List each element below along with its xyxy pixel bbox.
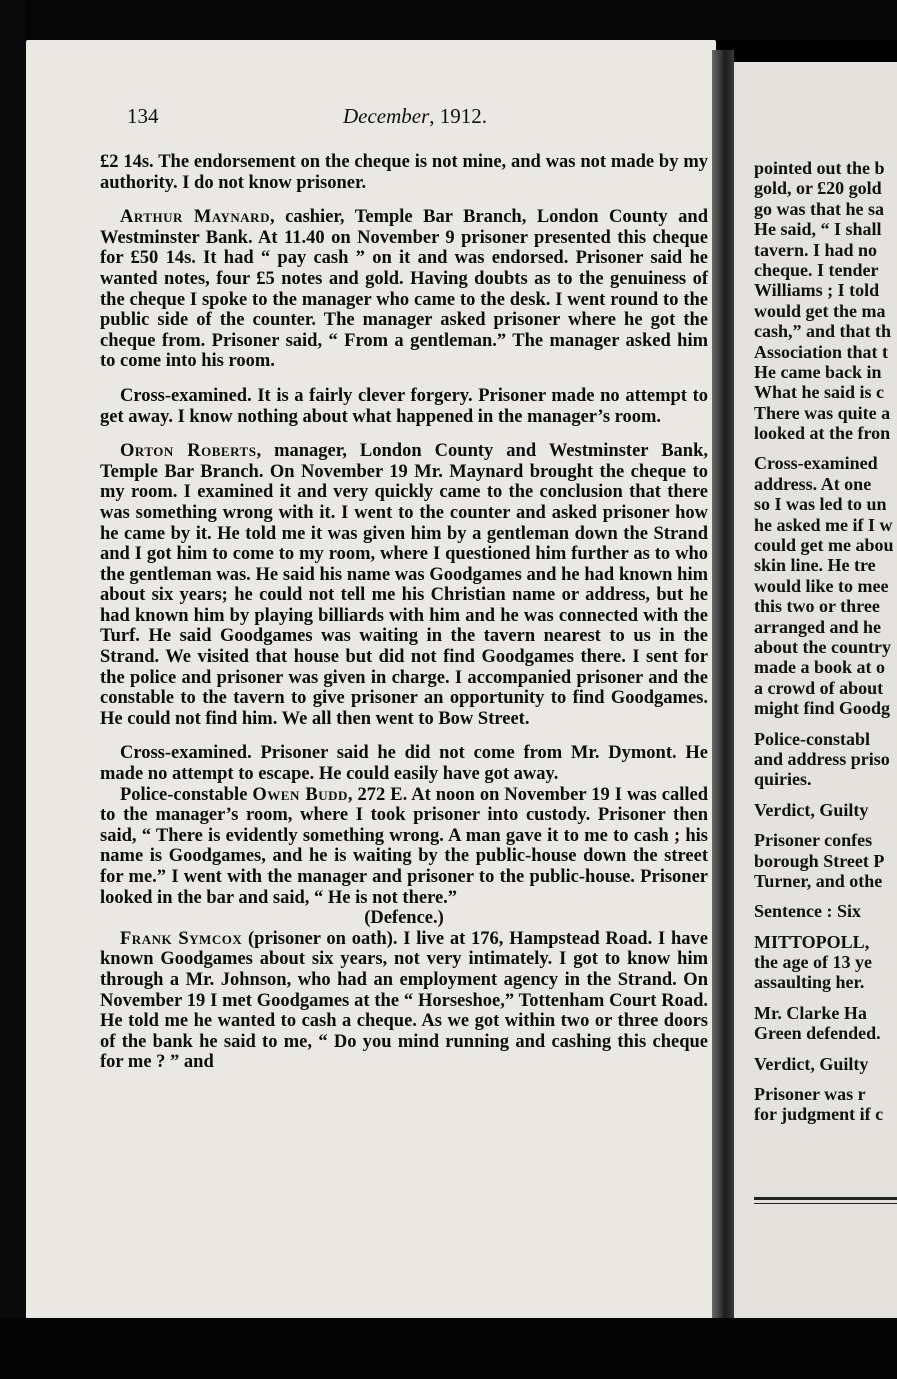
- right-page-line: go was that he sa: [754, 198, 885, 219]
- right-page-line: Association that t: [754, 341, 888, 362]
- right-page-line: quiries.: [754, 769, 812, 790]
- witness-name-symcox: Frank Symcox: [120, 928, 243, 949]
- main-text-column: [100, 152, 708, 1073]
- scan-border-top: [0, 0, 897, 40]
- right-page-line: he asked me if I w: [754, 514, 893, 535]
- right-page-line: He said, “ I shall: [754, 219, 882, 240]
- paragraph-roberts: [100, 441, 708, 729]
- right-page-line: cash,” and that th: [754, 321, 892, 342]
- paragraph-maynard: [100, 207, 708, 372]
- right-page-line: cheque. I tender: [754, 259, 879, 280]
- witness-name-budd: Owen Budd: [252, 784, 348, 805]
- right-page-line: There was quite a: [754, 402, 891, 423]
- right-page-line: could get me abou: [754, 535, 894, 556]
- right-page-line: would get the ma: [754, 300, 886, 321]
- scan-border-bottom: [0, 1318, 897, 1379]
- paragraph-symcox: [100, 929, 708, 1073]
- paragraph-budd-text: , 272 E. At noon on November 19 I was called to the manager’s room, where I took prisoner into custody. Prisoner then said, “ There is evidently something wrong. A man gave it to me to cash ; his name is Goodgames, and he is waiting by the public-house down the street for me.” I went with the manager and prisoner to the public-house. Prisoner looked in the bar and said, “ He is not there.”: [100, 784, 708, 908]
- right-page-line: made a book at o: [754, 657, 886, 678]
- right-page-line: MITTOPOLL,: [754, 931, 870, 952]
- page-number: 134: [127, 104, 159, 128]
- right-page-line: would like to mee: [754, 575, 889, 596]
- right-page-line: looked at the fron: [754, 423, 891, 444]
- book-gutter: [712, 50, 734, 1320]
- right-page-line: for judgment if c: [754, 1104, 884, 1125]
- right-page-rule: [754, 1197, 897, 1200]
- right-page-line: Mr. Clarke Ha: [754, 1002, 867, 1023]
- right-page-line: Cross-examined: [754, 453, 878, 474]
- paragraph-budd-pre: Police-constable: [120, 784, 253, 805]
- right-page-line: Verdict, Guilty: [754, 1053, 869, 1074]
- running-title-year: , 1912.: [429, 104, 488, 128]
- paragraph-budd: [100, 785, 708, 909]
- right-page-line: Sentence : Six: [754, 901, 861, 922]
- running-title-month: December: [343, 104, 430, 128]
- right-page-line: pointed out the b: [754, 158, 885, 178]
- right-page-line: about the country: [754, 636, 892, 657]
- right-page-line: He came back in: [754, 361, 882, 382]
- witness-name-roberts: Orton Roberts: [120, 441, 257, 462]
- right-page-line: tavern. I had no: [754, 239, 878, 260]
- right-page-line: skin line. He tre: [754, 555, 876, 576]
- paragraph-roberts-text: , manager, London County and Westminster Bank, Temple Bar Branch. On November 19 Mr. Maynard brought the cheque to my room. I examined it and very quickly came to the conclusion that there was something wrong with it. I went to the counter and asked prisoner how he came by it. He told me it was given him by a gentleman down the Strand and I got him to come to my room, where I questioned him further as to who the gentleman was. He said his name was Goodgames and he had known him about six years; he could not tell me his Christian name or address, but he had known him by playing billiards with him and he was connected with the Turf. He said Goodgames was waiting in the tavern nearest to us in the Strand. We visited that house but did not find Goodgames there. I sent for the police and prisoner was given in charge. I accompanied prisoner and the constable to the tavern to give prisoner an opportunity to find Goodgames. He could not find him. We all then went to Bow Street.: [100, 441, 708, 729]
- right-page-line: Prisoner was r: [754, 1084, 866, 1105]
- right-page-text: [754, 158, 897, 1125]
- right-page-line: gold, or £20 gold: [754, 178, 882, 199]
- running-title: [343, 104, 487, 129]
- witness-name-maynard: Arthur Maynard: [120, 207, 270, 228]
- right-page-line: and address priso: [754, 748, 890, 769]
- paragraph-maynard-text: , cashier, Temple Bar Branch, London County and Westminster Bank. At 11.40 on November 9 prisoner presented this cheque for £50 14s. It had “ pay cash ” on it and was endorsed. Prisoner said he wanted notes, four £5 notes and gold. Having doubts as to the genuiness of the cheque I spoke to the manager who came to the desk. I went round to the public side of the counter. The manager asked prisoner where he got the cheque from. Prisoner said, “ From a gentleman.” The manager asked him to come into his room.: [100, 207, 708, 372]
- right-page-rule-thin: [754, 1203, 897, 1204]
- right-page-line: Williams ; I told: [754, 280, 880, 301]
- right-page-line: borough Street P: [754, 850, 885, 871]
- right-page-line: Police-constabl: [754, 728, 870, 749]
- right-page-line: Turner, and othe: [754, 870, 883, 891]
- right-page-line: so I was led to un: [754, 494, 887, 515]
- defence-heading: (Defence.): [364, 908, 444, 929]
- right-page-line: the age of 13 ye: [754, 952, 872, 973]
- right-page-line: a crowd of about: [754, 677, 884, 698]
- right-page-line: assaulting her.: [754, 972, 865, 993]
- paragraph-cross-examined-1: Cross-examined. It is a fairly clever forgery. Prisoner made no attempt to get away. I know nothing about what happened in the manager’s room.: [100, 385, 708, 427]
- right-page-line: arranged and he: [754, 616, 882, 637]
- right-page-line: address. At one: [754, 473, 872, 494]
- right-page-line: What he said is c: [754, 382, 885, 403]
- right-page-line: might find Goodg: [754, 698, 891, 719]
- scan-border-left: [0, 0, 26, 1379]
- right-page-line: Prisoner confes: [754, 830, 873, 851]
- page-header: [127, 104, 687, 136]
- paragraph-symcox-text: (prisoner on oath). I live at 176, Hampstead Road. I have known Goodgames about six years, not very intimately. I got to know him through a Mr. Johnson, who had an employment agency in the Strand. On November 19 I met Goodgames at the “ Horseshoe,” Tottenham Court Road. He told me he wanted to cash a cheque. As we got within two or three doors of the bank he said to me, “ Do you mind running and cashing this cheque for me ? ” and: [100, 928, 708, 1073]
- paragraph-1: £2 14s. The endorsement on the cheque is not mine, and was not made by my authority. I do not know prisoner.: [100, 152, 708, 193]
- right-page-line: this two or three: [754, 596, 880, 617]
- right-page-line: Green defended.: [754, 1023, 881, 1044]
- paragraph-cross-examined-2: Cross-examined. Prisoner said he did not come from Mr. Dymont. He made no attempt to escape. He could easily have got away.: [100, 743, 708, 785]
- right-page-line: Verdict, Guilty: [754, 799, 869, 820]
- right-page-fragment: [734, 62, 897, 1318]
